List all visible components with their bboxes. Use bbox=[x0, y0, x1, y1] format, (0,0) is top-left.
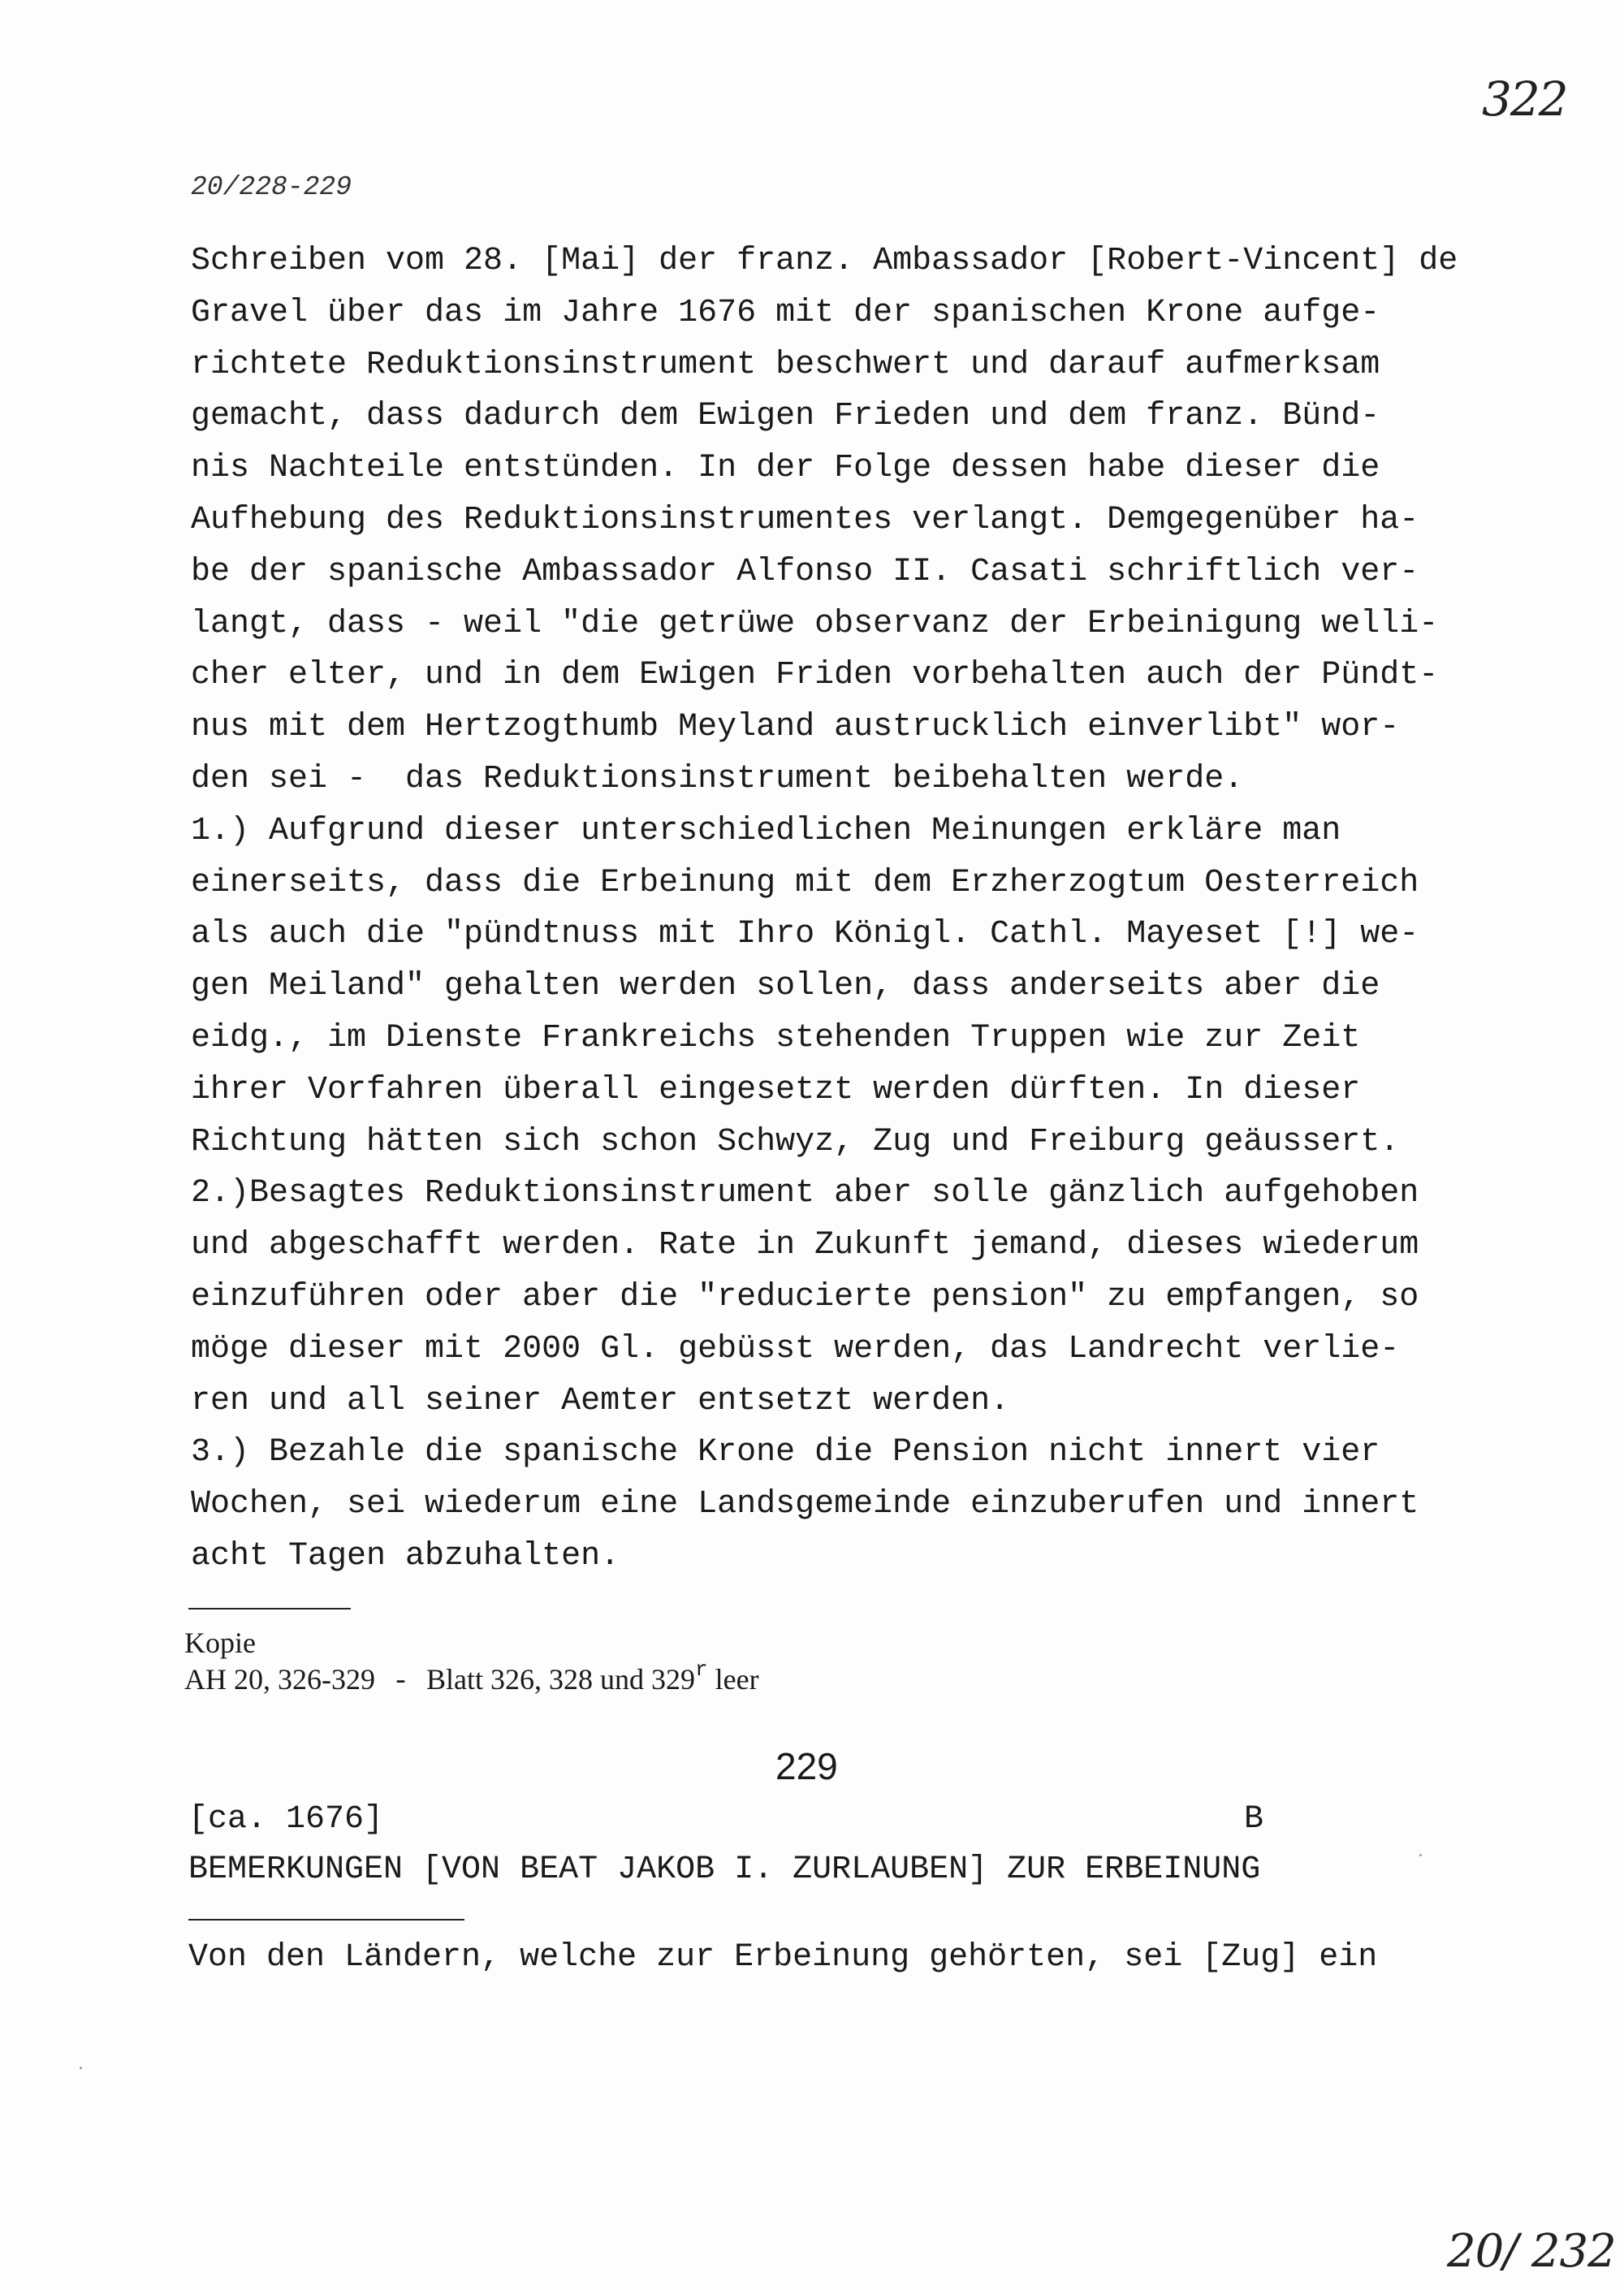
body-line: den sei - das Reduktionsinstrument beibehalten werde. bbox=[191, 760, 1244, 797]
next-document-letter: B bbox=[1244, 1801, 1264, 1838]
footnote-details-pre: Blatt 326, 328 bbox=[426, 1663, 600, 1696]
document-body bbox=[191, 235, 1458, 1583]
handwritten-archive-number: 20/ 232 bbox=[1447, 2225, 1616, 2278]
footnote-divider bbox=[188, 1608, 351, 1609]
footnote-label: Kopie bbox=[184, 1627, 256, 1659]
body-line: möge dieser mit 2000 Gl. gebüsst werden, das Landrecht verlie- bbox=[191, 1330, 1400, 1368]
footnote-superscript: r bbox=[695, 1657, 708, 1682]
body-line: acht Tagen abzuhalten. bbox=[191, 1537, 620, 1575]
footnote-source-ref: AH 20, 326-329 bbox=[184, 1663, 375, 1696]
body-line: 1.) Aufgrund dieser unterschiedlichen Meinungen erkläre man bbox=[191, 812, 1341, 849]
body-line: Gravel über das im Jahre 1676 mit der spanischen Krone aufge- bbox=[191, 294, 1380, 331]
body-line: be der spanische Ambassador Alfonso II. Casati schriftlich ver- bbox=[191, 553, 1419, 590]
body-line: Schreiben vom 28. [Mai] der franz. Ambassador [Robert-Vincent] de bbox=[191, 243, 1458, 279]
next-document-number: 229 bbox=[775, 1745, 838, 1787]
body-line: und abgeschafft werden. Rate in Zukunft jemand, dieses wiederum bbox=[191, 1227, 1419, 1264]
body-line: einerseits, dass die Erbeinung mit dem Erzherzogtum Oesterreich bbox=[191, 864, 1419, 901]
body-line: gen Meiland" gehalten werden sollen, dass anderseits aber die bbox=[191, 968, 1380, 1005]
footnote-details-num: 329 bbox=[644, 1663, 695, 1696]
next-document-first-line: Von den Ländern, welche zur Erbeinung gehörten, sei [Zug] ein bbox=[188, 1939, 1378, 1976]
body-line: 3.) Bezahle die spanische Krone die Pension nicht innert vier bbox=[191, 1434, 1380, 1471]
footnote-details-und: und bbox=[600, 1663, 644, 1696]
body-line: nis Nachteile entstünden. In der Folge dessen habe dieser die bbox=[191, 450, 1380, 487]
body-line: Aufhebung des Reduktionsinstrumentes verlangt. Demgegenüber ha- bbox=[191, 501, 1419, 538]
body-line: gemacht, dass dadurch dem Ewigen Frieden und dem franz. Bünd- bbox=[191, 398, 1380, 435]
footnote-details-post: leer bbox=[707, 1663, 759, 1696]
body-line: nus mit dem Hertzogthumb Meyland austrucklich einverlibt" wor- bbox=[191, 709, 1400, 746]
body-line: 2.)Besagtes Reduktionsinstrument aber solle gänzlich aufgehoben bbox=[191, 1175, 1419, 1212]
document-reference: 20/228-229 bbox=[191, 172, 352, 202]
body-line: Wochen, sei wiederum eine Landsgemeinde einzuberufen und innert bbox=[191, 1486, 1419, 1523]
body-line: langt, dass - weil "die getrüwe observanz der Erbeinigung welli- bbox=[191, 605, 1439, 642]
body-line: Richtung hätten sich schon Schwyz, Zug und Freiburg geäussert. bbox=[191, 1123, 1400, 1160]
body-line: als auch die "pündtnuss mit Ihro Königl. Cathl. Mayeset [!] we- bbox=[191, 916, 1419, 953]
heading-divider bbox=[188, 1919, 464, 1921]
footnote-separator: - bbox=[374, 1666, 426, 1698]
scan-speck bbox=[1419, 1854, 1422, 1856]
body-line: eidg., im Dienste Frankreichs stehenden Truppen wie zur Zeit bbox=[191, 1019, 1361, 1056]
footnote-source bbox=[184, 1657, 759, 1698]
body-line: cher elter, und in dem Ewigen Friden vorbehalten auch der Pündt- bbox=[191, 657, 1439, 694]
handwritten-page-number: 322 bbox=[1482, 71, 1567, 127]
body-line: einzuführen oder aber die "reducierte pension" zu empfangen, so bbox=[191, 1278, 1419, 1316]
scan-speck bbox=[80, 2067, 82, 2069]
body-line: ihrer Vorfahren überall eingesetzt werden dürften. In dieser bbox=[191, 1071, 1361, 1108]
next-document-heading: BEMERKUNGEN [VON BEAT JAKOB I. ZURLAUBEN] ZUR ERBEINUNG bbox=[188, 1851, 1261, 1888]
body-line: richtete Reduktionsinstrument beschwert und darauf aufmerksam bbox=[191, 346, 1380, 383]
body-line: ren und all seiner Aemter entsetzt werden. bbox=[191, 1382, 1010, 1419]
next-document-date: [ca. 1676] bbox=[188, 1801, 384, 1838]
